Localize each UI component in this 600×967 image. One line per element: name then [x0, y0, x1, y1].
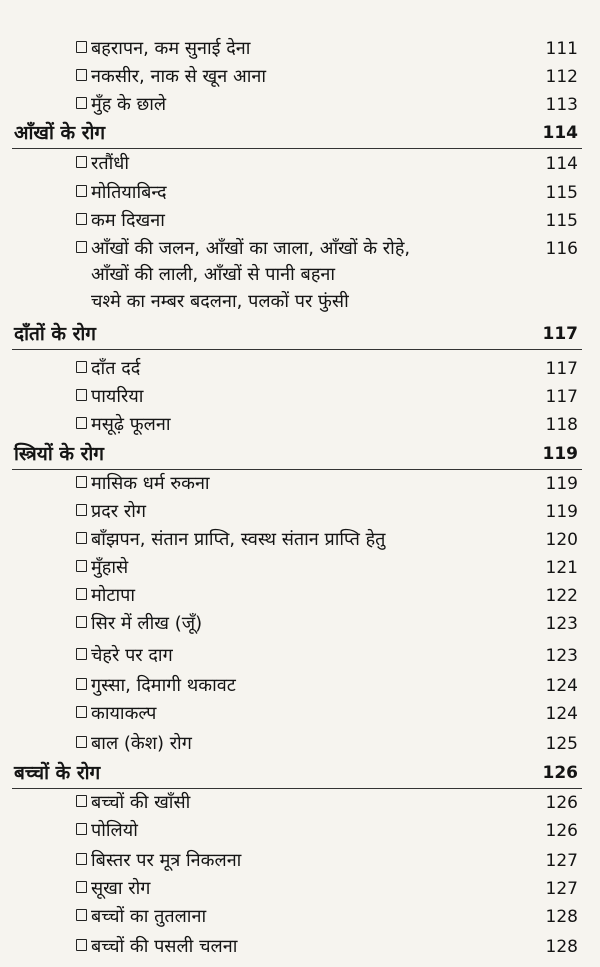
checkbox-square-icon: [76, 909, 87, 921]
entry-label: मासिक धर्म रुकना: [91, 473, 210, 494]
page-number: 126: [545, 821, 578, 841]
entry-label: बाल (केश) रोग: [91, 733, 192, 754]
checkbox-square-icon: [76, 41, 87, 53]
page-number: 124: [545, 676, 578, 696]
checkbox-square-icon: [76, 389, 87, 401]
entry-label: कम दिखना: [91, 210, 165, 231]
toc-entry: [0, 643, 600, 671]
section-title: दाँतों के रोग: [14, 323, 96, 345]
page-number: 116: [545, 239, 578, 259]
page-number: 111: [545, 39, 578, 59]
toc-entry: [0, 527, 600, 555]
checkbox-square-icon: [76, 648, 87, 660]
entry-label: मोतियाबिन्द: [91, 182, 167, 203]
toc-entry: [0, 611, 600, 639]
checkbox-square-icon: [76, 706, 87, 718]
checkbox-square-icon: [76, 616, 87, 628]
entry-label: रतौंधी: [91, 153, 130, 174]
checkbox-square-icon: [76, 97, 87, 109]
page-number: 127: [545, 879, 578, 899]
toc-entry: [0, 36, 600, 64]
page-number: 117: [542, 324, 578, 344]
page-number: 119: [542, 444, 578, 464]
checkbox-square-icon: [76, 156, 87, 168]
page-number: 126: [545, 793, 578, 813]
section-title: आँखों के रोग: [14, 122, 106, 144]
checkbox-square-icon: [76, 823, 87, 835]
page-number: 115: [545, 183, 578, 203]
toc-entry: [0, 208, 600, 236]
entry-label: बाँझपन, संतान प्राप्ति, स्वस्थ संतान प्राप्ति हेतु: [91, 529, 386, 550]
section-heading: [0, 760, 600, 788]
toc-entry: [0, 180, 600, 208]
toc-entry: [0, 934, 600, 962]
entry-continuation: आँखों की लाली, आँखों से पानी बहना: [91, 264, 336, 285]
entry-label: मुँह के छाले: [91, 94, 167, 115]
page-number: 118: [545, 415, 578, 435]
entry-label: चेहरे पर दाग: [91, 645, 173, 666]
checkbox-square-icon: [76, 417, 87, 429]
page-number: 124: [545, 704, 578, 724]
entry-label: सूखा रोग: [91, 878, 151, 899]
toc-entry: [0, 471, 600, 499]
entry-label: मुँहासे: [91, 557, 129, 578]
toc-entry: [0, 92, 600, 120]
page-number: 117: [545, 387, 578, 407]
entry-continuation: चश्मे का नम्बर बदलना, पलकों पर फुंसी: [91, 291, 349, 312]
page-number: 122: [545, 586, 578, 606]
section-heading: [0, 120, 600, 148]
checkbox-square-icon: [76, 241, 87, 253]
toc-entry: [0, 731, 600, 759]
toc-entry: [0, 876, 600, 904]
section-heading: [0, 441, 600, 469]
entry-label: प्रदर रोग: [91, 501, 147, 522]
toc-entry: [0, 236, 600, 264]
page-number: 125: [545, 734, 578, 754]
toc-entry: [0, 384, 600, 412]
toc-entry: [0, 701, 600, 729]
section-title: बच्चों के रोग: [14, 762, 101, 784]
entry-label: पोलियो: [91, 820, 138, 841]
checkbox-square-icon: [76, 532, 87, 544]
entry-label: नकसीर, नाक से खून आना: [91, 66, 267, 87]
entry-label: बहरापन, कम सुनाई देना: [91, 38, 251, 59]
toc-entry: [0, 790, 600, 818]
page-number: 121: [545, 558, 578, 578]
section-underline: [12, 788, 582, 789]
checkbox-square-icon: [76, 69, 87, 81]
entry-label: दाँत दर्द: [91, 358, 141, 379]
checkbox-square-icon: [76, 185, 87, 197]
entry-label: मसूढ़े फूलना: [91, 414, 171, 435]
checkbox-square-icon: [76, 560, 87, 572]
checkbox-square-icon: [76, 881, 87, 893]
section-underline: [12, 349, 582, 350]
toc-entry: [0, 499, 600, 527]
entry-label: बिस्तर पर मूत्र निकलना: [91, 850, 242, 871]
section-title: स्त्रियों के रोग: [14, 443, 104, 465]
entry-label: बच्चों की पसली चलना: [91, 936, 238, 957]
toc-entry: [0, 583, 600, 611]
page-number: 115: [545, 211, 578, 231]
checkbox-square-icon: [76, 361, 87, 373]
page-number: 113: [545, 95, 578, 115]
page-number: 128: [545, 907, 578, 927]
page-number: 123: [545, 646, 578, 666]
page-number: 120: [545, 530, 578, 550]
toc-entry: [0, 151, 600, 179]
entry-label: पायरिया: [91, 386, 144, 407]
page-number: 112: [545, 67, 578, 87]
page-number: 126: [542, 763, 578, 783]
checkbox-square-icon: [76, 213, 87, 225]
toc-entry: [0, 356, 600, 384]
page-number: 117: [545, 359, 578, 379]
toc-entry: [0, 555, 600, 583]
entry-label: गुस्सा, दिमागी थकावट: [91, 675, 236, 696]
section-underline: [12, 148, 582, 149]
checkbox-square-icon: [76, 795, 87, 807]
checkbox-square-icon: [76, 736, 87, 748]
section-underline: [12, 469, 582, 470]
checkbox-square-icon: [76, 504, 87, 516]
toc-entry: [0, 818, 600, 846]
toc-entry: [0, 673, 600, 701]
toc-entry: [0, 904, 600, 932]
entry-label: आँखों की जलन, आँखों का जाला, आँखों के रोहे,: [91, 238, 411, 259]
checkbox-square-icon: [76, 939, 87, 951]
page-number: 123: [545, 614, 578, 634]
entry-label: मोटापा: [91, 585, 136, 606]
entry-label: कायाकल्प: [91, 703, 157, 724]
entry-label: बच्चों का तुतलाना: [91, 906, 207, 927]
page-number: 128: [545, 937, 578, 957]
checkbox-square-icon: [76, 588, 87, 600]
checkbox-square-icon: [76, 476, 87, 488]
checkbox-square-icon: [76, 678, 87, 690]
entry-label: सिर में लीख (जूँ): [91, 613, 203, 634]
section-heading: [0, 321, 600, 349]
entry-label: बच्चों की खाँसी: [91, 792, 191, 813]
page-number: 119: [545, 502, 578, 522]
toc-entry: [0, 64, 600, 92]
checkbox-square-icon: [76, 853, 87, 865]
page-number: 114: [542, 123, 578, 143]
toc-entry: [0, 848, 600, 876]
toc-entry: [0, 412, 600, 440]
page-number: 127: [545, 851, 578, 871]
page-number: 119: [545, 474, 578, 494]
page-number: 114: [545, 154, 578, 174]
